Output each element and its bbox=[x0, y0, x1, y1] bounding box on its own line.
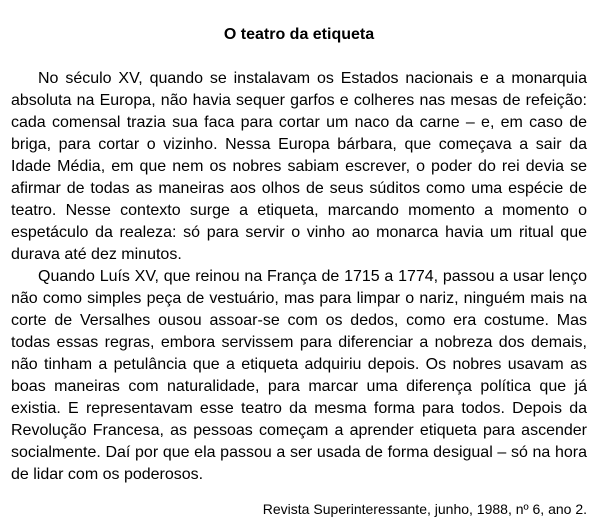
paragraph-1: No século XV, quando se instalavam os Estados nacionais e a monarquia absoluta na Europa, não havia sequer garfos e colheres nas mesas de refeição: cada comensal trazia sua faca para cortar um naco da carne – e, em caso de briga, para cortar o vizinho. Nessa Europa bárbara, que começava a sair da Idade Média, em que nem os nobres sabiam escrever, o poder do rei devia se afirmar de todas as maneiras aos olhos de seus súditos como uma espécie de teatro. Nesse contexto surge a etiqueta, marcando momento a momento o espetáculo da realeza: só para servir o vinho ao monarca havia um ritual que durava até dez minutos. bbox=[11, 70, 587, 263]
paragraph-2: Quando Luís XV, que reinou na França de 1715 a 1774, passou a usar lenço não como simples peça de vestuário, mas para limpar o nariz, ninguém mais na corte de Versalhes ousou assoar-se com os dedos, como era costume. Mas todas essas regras, embora servissem para diferenciar a nobreza dos demais, não tinham a petulância que a etiqueta adquiriu depois. Os nobres usavam as boas maneiras com naturalidade, para marcar uma diferença política que já existia. E representavam esse teatro da mesma forma para todos. Depois da Revolução Francesa, as pessoas começam a aprender etiqueta para ascender socialmente. Daí por que ela passou a ser usada de forma desigual – só na hora de lidar com os poderosos. bbox=[11, 268, 587, 483]
document-title: O teatro da etiqueta bbox=[223, 26, 375, 43]
source-citation: Revista Superinteressante, junho, 1988, nº 6, ano 2. bbox=[262, 501, 587, 517]
